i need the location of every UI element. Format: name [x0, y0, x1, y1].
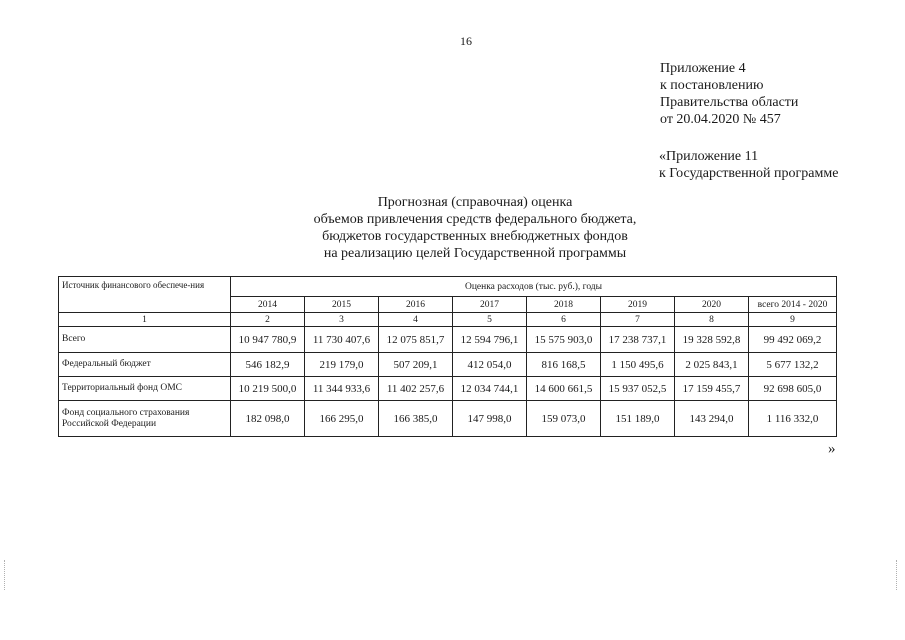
value-cell: 10 219 500,0 — [231, 377, 305, 401]
source-column-header: Источник финансового обеспече-ния — [59, 277, 231, 313]
appendix-line: Приложение 4 — [660, 61, 746, 76]
row-label: Федеральный бюджет — [59, 353, 231, 377]
value-cell: 12 075 851,7 — [379, 327, 453, 353]
value-cell: 15 575 903,0 — [527, 327, 601, 353]
year-header: 2014 — [231, 297, 305, 313]
table-row-federal — [59, 353, 837, 377]
value-cell: 19 328 592,8 — [675, 327, 749, 353]
value-cell: 166 385,0 — [379, 401, 453, 437]
row-label: Территориальный фонд ОМС — [59, 377, 231, 401]
year-header: 2019 — [601, 297, 675, 313]
value-cell: 14 600 661,5 — [527, 377, 601, 401]
left-edge-dots — [4, 560, 7, 590]
column-index: 9 — [749, 313, 837, 327]
value-cell: 546 182,9 — [231, 353, 305, 377]
appendix-line: «Приложение 11 — [659, 149, 759, 164]
budget-table — [58, 276, 837, 437]
closing-quote: » — [828, 441, 836, 457]
year-header: 2018 — [527, 297, 601, 313]
column-index: 6 — [527, 313, 601, 327]
year-header: 2016 — [379, 297, 453, 313]
original-appendix-header — [659, 148, 838, 182]
table-row-oms — [59, 377, 837, 401]
title-line: на реализацию целей Государственной программы — [323, 246, 627, 261]
value-cell: 1 150 495,6 — [601, 353, 675, 377]
appendix-line: к Государственной программе — [659, 166, 839, 181]
title-line: Прогнозная (справочная) оценка — [377, 195, 573, 210]
appendix-line: Правительства области — [660, 95, 799, 110]
value-cell: 12 594 796,1 — [453, 327, 527, 353]
column-index: 8 — [675, 313, 749, 327]
column-index: 1 — [59, 313, 231, 327]
value-cell: 10 947 780,9 — [231, 327, 305, 353]
column-index: 2 — [231, 313, 305, 327]
value-cell: 17 238 737,1 — [601, 327, 675, 353]
value-cell: 99 492 069,2 — [749, 327, 837, 353]
value-cell: 219 179,0 — [305, 353, 379, 377]
value-cell: 2 025 843,1 — [675, 353, 749, 377]
value-cell: 11 344 933,6 — [305, 377, 379, 401]
column-index: 4 — [379, 313, 453, 327]
value-cell: 166 295,0 — [305, 401, 379, 437]
column-index: 7 — [601, 313, 675, 327]
column-index: 3 — [305, 313, 379, 327]
value-cell: 11 402 257,6 — [379, 377, 453, 401]
value-cell: 11 730 407,6 — [305, 327, 379, 353]
estimate-group-header: Оценка расходов (тыс. руб.), годы — [231, 277, 837, 297]
table-row-social-insurance — [59, 401, 837, 437]
column-index-row — [59, 313, 837, 327]
value-cell: 151 189,0 — [601, 401, 675, 437]
title-line: объемов привлечения средств федерального бюджета, — [313, 212, 637, 227]
year-header: 2017 — [453, 297, 527, 313]
year-header: 2020 — [675, 297, 749, 313]
right-edge-dots — [896, 560, 899, 590]
appendix-header — [660, 60, 798, 128]
value-cell: 12 034 744,1 — [453, 377, 527, 401]
appendix-line: к постановлению — [660, 78, 764, 93]
value-cell: 507 209,1 — [379, 353, 453, 377]
column-index: 5 — [453, 313, 527, 327]
value-cell: 159 073,0 — [527, 401, 601, 437]
value-cell: 816 168,5 — [527, 353, 601, 377]
value-cell: 15 937 052,5 — [601, 377, 675, 401]
row-label: Всего — [59, 327, 231, 353]
value-cell: 143 294,0 — [675, 401, 749, 437]
appendix-line: от 20.04.2020 № 457 — [660, 112, 781, 127]
year-header: 2015 — [305, 297, 379, 313]
total-header: всего 2014 - 2020 — [749, 297, 837, 313]
title-line: бюджетов государственных внебюджетных фондов — [322, 229, 628, 244]
page-number: 16 — [460, 34, 472, 48]
table-row-total — [59, 327, 837, 353]
row-label: Фонд социального страхования Российской Федерации — [59, 401, 231, 437]
document-title — [240, 194, 710, 262]
value-cell: 412 054,0 — [453, 353, 527, 377]
value-cell: 182 098,0 — [231, 401, 305, 437]
value-cell: 147 998,0 — [453, 401, 527, 437]
value-cell: 5 677 132,2 — [749, 353, 837, 377]
value-cell: 17 159 455,7 — [675, 377, 749, 401]
value-cell: 1 116 332,0 — [749, 401, 837, 437]
value-cell: 92 698 605,0 — [749, 377, 837, 401]
